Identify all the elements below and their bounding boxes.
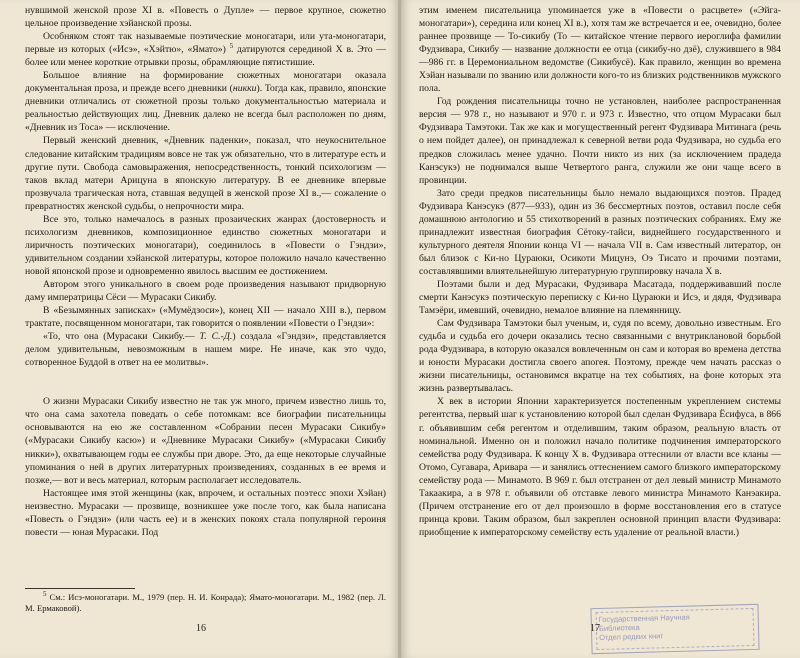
paragraph: Настоящее имя этой женщины (как, впрочем, и остальных поэтесс эпохи Хэйан) неизвестно. Мурасаки — прозвище, возникшее уже после того, как была написана «Повесть о Гэндзи» (или часть ее) и в женских покоях стала популярной героиня повести — юная Мурасаки. Под xyxy=(25,487,386,538)
left-page-text xyxy=(25,4,386,539)
paragraph: этим именем писательница упоминается уже в «Повести о расцвете» («Эйга-моногатари»), середина или конец XI в.), хотя там же встречается и ее, очевидно, более раннее прозвище — То-сикибу (То — китайское чтение первого иероглифа фамилии Фудзивара, Сикибу — название должности ее отца (сикибу-но дзё), служившего в 984—986 гг. в Церемониальном ведомстве (Сикибусё). Как правило, женщин во времена Хэйан называли по званию или должности кого-то из близких родственников мужского пола. xyxy=(419,5,781,95)
paragraph: Сам Фудзивара Тамэтоки был ученым, и, судя по всему, довольно известным. Его судьба и судьба его дочери оказались тесно связанными с внутриклановой борьбой рода Фудзивара, в которую оказался вовлеченным он сам и которая во времена детства и юности Мурасаки достигла своего апогея. Поэтому, прежде чем начать рассказ о жизни писательницы, остановимся вкратце на тех событиях, на фоне которых эта жизнь развертывалась. xyxy=(419,318,781,395)
library-stamp: Государственная Научная Библиотека Отдел редких книг xyxy=(590,604,759,654)
paragraph: X век в истории Японии характеризуется постепенным укреплением системы регентства, первый шаг к установлению которой был сделан Фудзивара Ёсифуса, в 866 г. объявившим себя регентом и отделившим, таким образом, реальную власть от номинальной. Именно он и положил начало политике подчинения императорского семейства роду Фудзивара. К концу X в. Фудзивара оттеснили от власти все кланы — Отомо, Сугавара, Аривара — и занялись оттеснением самого близкого императорскому семейству рода — Минамото. В 969 г. был отстранен от дел левый министр Минамото Такаакира, а в 978 г. объявили об отставке левого министра Минамото Канэакира. (Причем отстранение его от дел произошло в форме восстановления его в статусе принца крови. Таким образом, был закреплен основной принцип власти Фудзивара: приобщение к императорскому семейству есть удаление от реальной власти.) xyxy=(419,396,781,538)
paragraph: Все это, только намечалось в разных прозаических жанрах (достоверность и психологизм дневников, композиционное единство сюжетных моногатари и лиричность поэтических моногатари), соединилось в «Повести о Гэндзи», удивительном создании хэйанской литературы, которое положило начало качественно новой японской прозе и одновременно явилось высшим ее достижением. xyxy=(25,213,386,277)
paragraph: Поэтами были и дед Мурасаки, Фудзивара Масатада, поддерживавший после смерти Канэсукэ поэтическую переписку с Ки-но Цураюки и Исэ, и дядя, Фудзивара Тамэёри, имевший, очевидно, немалое влияние на племянницу. xyxy=(419,278,781,317)
footnote: $^5$ См.: Исэ-моногатари. М., 1979 (пер. Н. И. Конрада); Ямато-моногатари. М., 1982 (пер. Л. М. Ермаковой). xyxy=(25,590,386,613)
paragraph: Автором этого уникального в своем роде произведения называют придворную даму императрицы Сёси — Мурасаки Сикибу. xyxy=(25,278,386,304)
page-number: 17 xyxy=(590,623,600,634)
left-page xyxy=(0,0,399,658)
paragraph: Особняком стоят так называемые поэтические моногатари, или ута-моногатари, первые из которых («Исэ», «Хэйтю», «Ямато») $^5$ датируются серединой X в. Это — более или менее короткие отрывки прозы, обрамляющие пятистишие. xyxy=(25,31,386,69)
paragraph: нувшимой женской прозе XI в. «Повесть о Дупле» — первое крупное, сюжетно цельное произведение хэйанской прозы. xyxy=(25,5,386,30)
footnote-area xyxy=(25,588,386,614)
footnote-ref: 5 xyxy=(229,41,234,50)
paragraph: Большое влияние на формирование сюжетных моногатари оказала документальная проза, и прежде всего дневники (никки). Тогда как, правило, японские дневники отличались от сюжетной прозы только документальностью материала и реальностью действующих лиц. Дневник далеко не всегда был расположен по дням, «Дневник из Тоса» — исключение. xyxy=(25,70,386,134)
paragraph: Первый женский дневник, «Дневник паденки», показал, что неукоснительное следование китайским традициям вовсе не так уж обязательно, что в литературе есть и другие пути. Свобода самовыражения, непосредственность, тонкий психологизм — таков вклад матери Арицуна в японскую литературу. В ее дневнике впервые прозвучала трагическая нота, ставшая ведущей в женской прозе XI в.,— сожаление о превратностях женской судьбы, о непрочности мира. xyxy=(25,135,386,212)
quote: «То, что она (Мурасаки Сикибу.— Т. С.-Д.) создала «Гэндзи», представляется делом удивительным, невозможным в нашем мире. Не иначе, как это чудо, сотворенное Буддой в ответ на ее молитвы». xyxy=(25,331,386,369)
paragraph: В «Безымянных записках» («Мумёдзоси»), конец XII — начало XIII в.), первом трактате, посвященном моногатари, так говорится о появлении «Повести о Гэндзи»: xyxy=(25,305,386,330)
paragraph: Год рождения писательницы точно не установлен, наиболее распространенная версия — 978 г., но называют и 970 г. и 973 г. Известно, что отцом Мурасаки был Фудзивара Тамэтоки. Так же как и могущественный регент Фудзивара Митинага (речь о нем пойдет далее), он принадлежал к северной ветви рода Фудзивара, но судьба его предков сложилась менее удачно. Почти никто из них (за исключением прадеда Канэсукэ) не поднимался выше Четвертого ранга, служили же они чаще всего в провинции. xyxy=(419,96,781,186)
right-page-text xyxy=(419,4,781,539)
paragraph: Зато среди предков писательницы было немало выдающихся поэтов. Прадед Фудзивара Канэсукэ (877—933), один из 36 бессмертных поэтов, оставил после себя домашнюю антологию и 55 стихотворений в разных поэтических собраниях. Ему же принадлежит известная биография Сётоку-тайси, виднейшего государственного и культурного деятеля Японии конца VI — начала VII в. Сам известный литератор, он был близок с Ки-но Цураюки, Осикоти Мицунэ, Оэ Тисато и прочими поэтами, составлявшими влиятельнейшую литературную группировку начала X в. xyxy=(419,187,781,277)
footnote-rule xyxy=(25,588,135,589)
right-page xyxy=(401,0,800,658)
page-number: 16 xyxy=(196,623,206,634)
paragraph: О жизни Мурасаки Сикибу известно не так уж много, причем известно лишь то, что она сама захотела поведать о себе потомкам: все биографии писательницы основываются на ею же составленном «Собрании песен Мурасаки Сикибу» («Мурасаки Сикибу касю») и «Дневнике Мурасаки Сикибу» («Мурасаки Сикибу никки»), охватывающем годы ее службы при дворе. Это, да еще некоторые случайные упоминания о ней в других литературных произведениях, созданных в ее время и позже,— вот и весь материал, которым располагает исследователь. xyxy=(25,396,386,486)
